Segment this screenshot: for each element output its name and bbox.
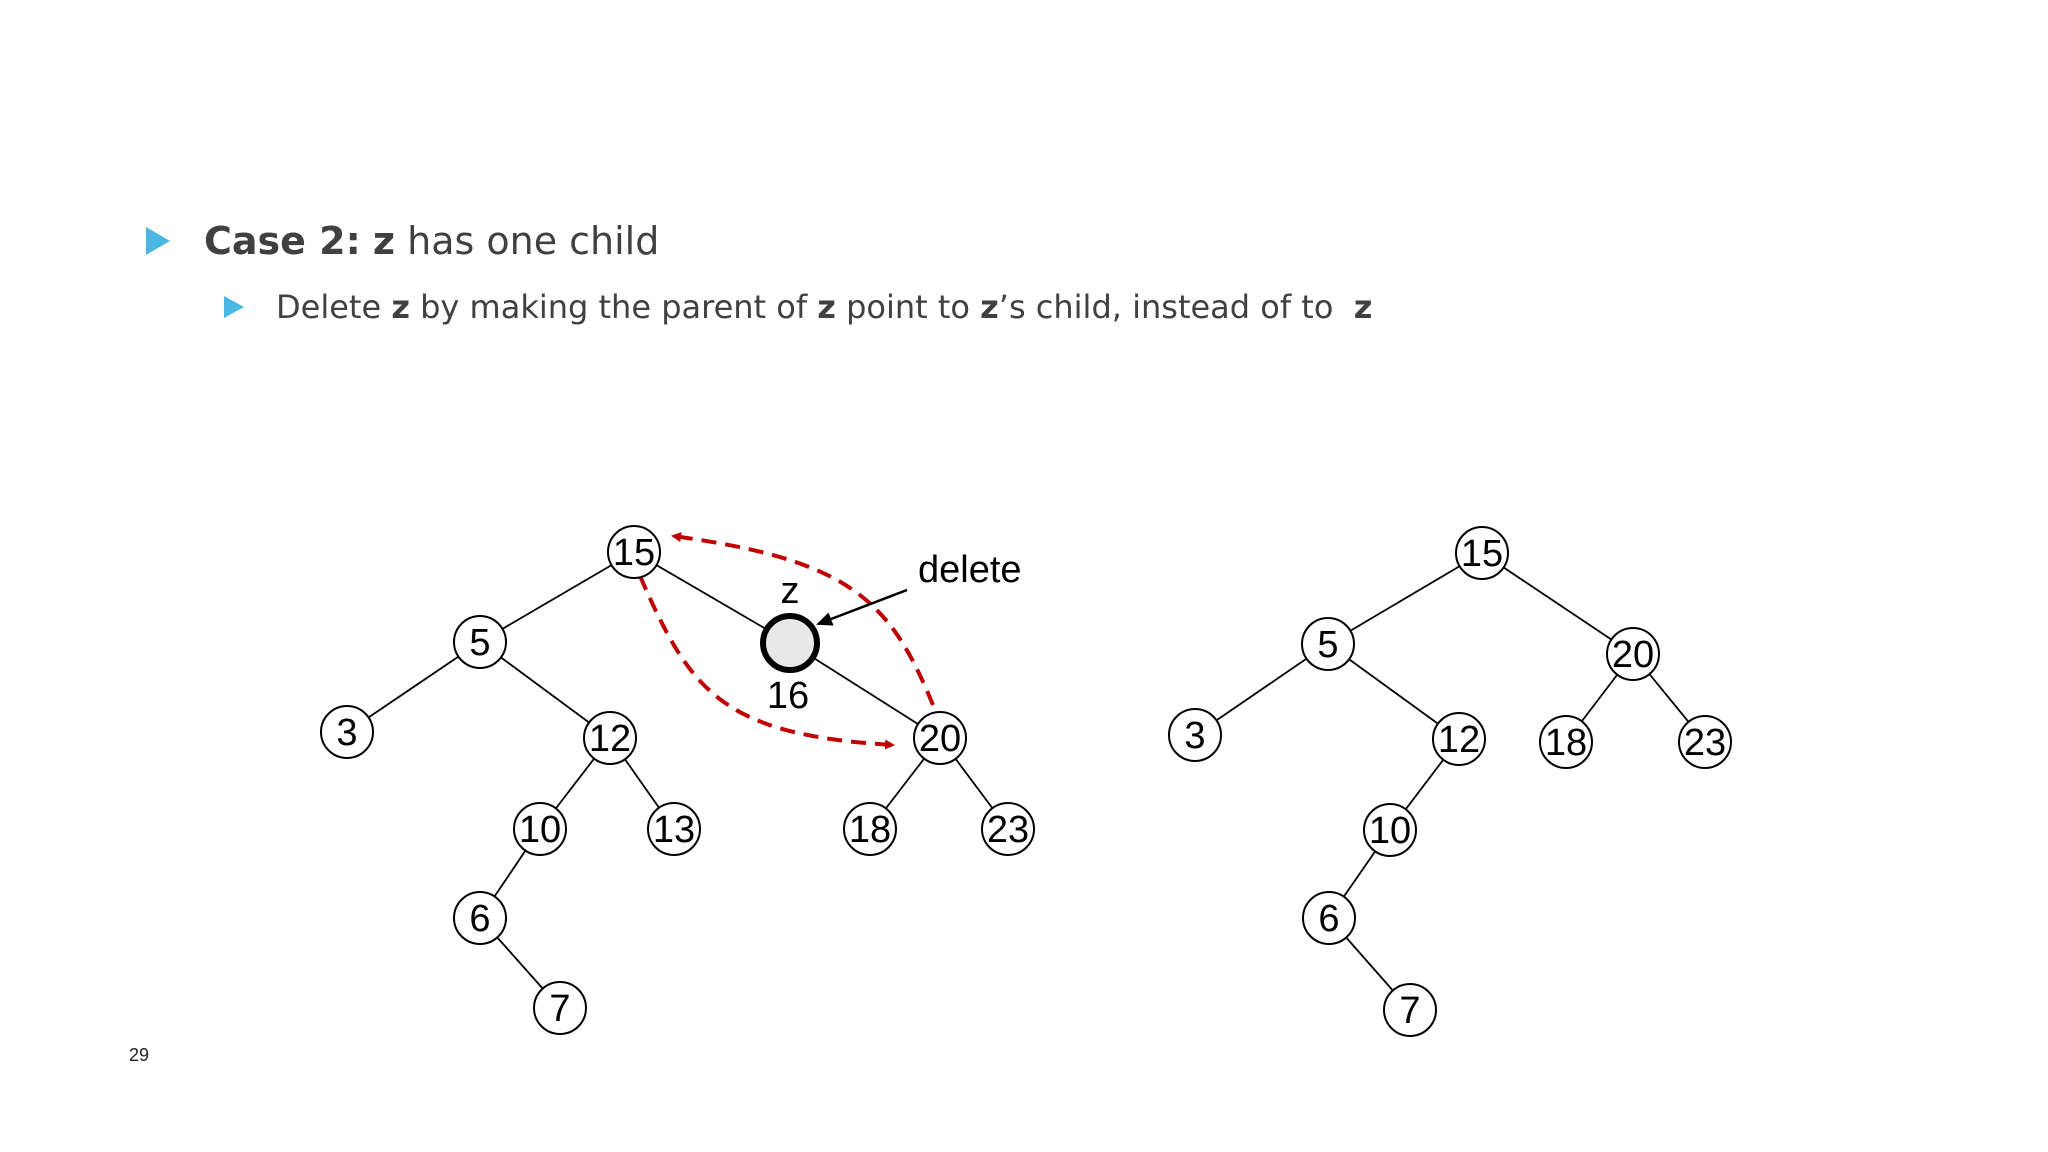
- before-node-10: [514, 803, 566, 855]
- node-label: 3: [336, 712, 358, 754]
- z-variable: z: [980, 288, 999, 326]
- before-node-23: [982, 803, 1034, 855]
- before-node-3: [321, 706, 373, 758]
- node-label: 12: [1437, 719, 1481, 761]
- case-label: Case 2:: [204, 219, 361, 263]
- node-label: 6: [469, 898, 491, 940]
- case-description: has one child: [407, 219, 660, 263]
- node-label: 18: [1544, 722, 1588, 764]
- before-node-13: [648, 803, 700, 855]
- deleted-node-key: 16: [766, 675, 810, 717]
- text-fragment: by making the parent of: [420, 288, 808, 326]
- node-label: 15: [1460, 533, 1504, 575]
- before-node-6: [454, 892, 506, 944]
- after-node-12: [1433, 713, 1485, 765]
- after-node-23: [1679, 716, 1731, 768]
- z-variable: z: [817, 288, 836, 326]
- before-node-5: [454, 616, 506, 668]
- before-tree-nodes: [321, 526, 1034, 1034]
- after-node-5: [1302, 618, 1354, 670]
- node-label: 5: [469, 622, 491, 664]
- after-tree-edges: [1195, 553, 1705, 1010]
- node-label: 10: [1368, 810, 1412, 852]
- node-label: 18: [848, 809, 892, 851]
- after-node-6: [1303, 892, 1355, 944]
- text-fragment: ’s child, instead of to: [998, 288, 1334, 326]
- after-node-20: [1607, 628, 1659, 680]
- z-variable: z: [1353, 288, 1373, 326]
- node-circle: [763, 616, 817, 670]
- text-fragment: Delete: [276, 288, 382, 326]
- node-label: 23: [1683, 722, 1727, 764]
- after-node-10: [1364, 804, 1416, 856]
- node-label: 10: [518, 809, 562, 851]
- text-fragment: point to: [846, 288, 970, 326]
- after-edge-15-20: [1482, 553, 1633, 654]
- node-label: 6: [1318, 898, 1340, 940]
- node-label: 15: [612, 532, 656, 574]
- before-node-12: [584, 712, 636, 764]
- deleted-node-name: z: [780, 570, 800, 612]
- node-label: 5: [1317, 624, 1339, 666]
- z-variable: z: [391, 288, 410, 326]
- after-node-15: [1456, 527, 1508, 579]
- before-node-18: [844, 803, 896, 855]
- after-tree-nodes: [1169, 527, 1731, 1036]
- node-label: 7: [549, 988, 571, 1030]
- before-node-15: [608, 526, 660, 578]
- node-label: 3: [1184, 715, 1206, 757]
- z-variable: z: [372, 219, 396, 263]
- after-node-18: [1540, 716, 1592, 768]
- deleted-node-z: [763, 616, 817, 670]
- node-label: 20: [918, 718, 962, 760]
- node-label: 13: [652, 809, 696, 851]
- node-label: 23: [986, 809, 1030, 851]
- delete-annotation: delete: [918, 549, 1022, 591]
- node-label: 12: [588, 718, 632, 760]
- slide-number: 29: [129, 1045, 150, 1065]
- node-label: 20: [1611, 634, 1655, 676]
- after-node-3: [1169, 709, 1221, 761]
- node-label: 7: [1399, 990, 1421, 1032]
- after-node-7: [1384, 984, 1436, 1036]
- before-tree-edges: [347, 552, 1008, 1008]
- before-node-20: [914, 712, 966, 764]
- before-node-7: [534, 982, 586, 1034]
